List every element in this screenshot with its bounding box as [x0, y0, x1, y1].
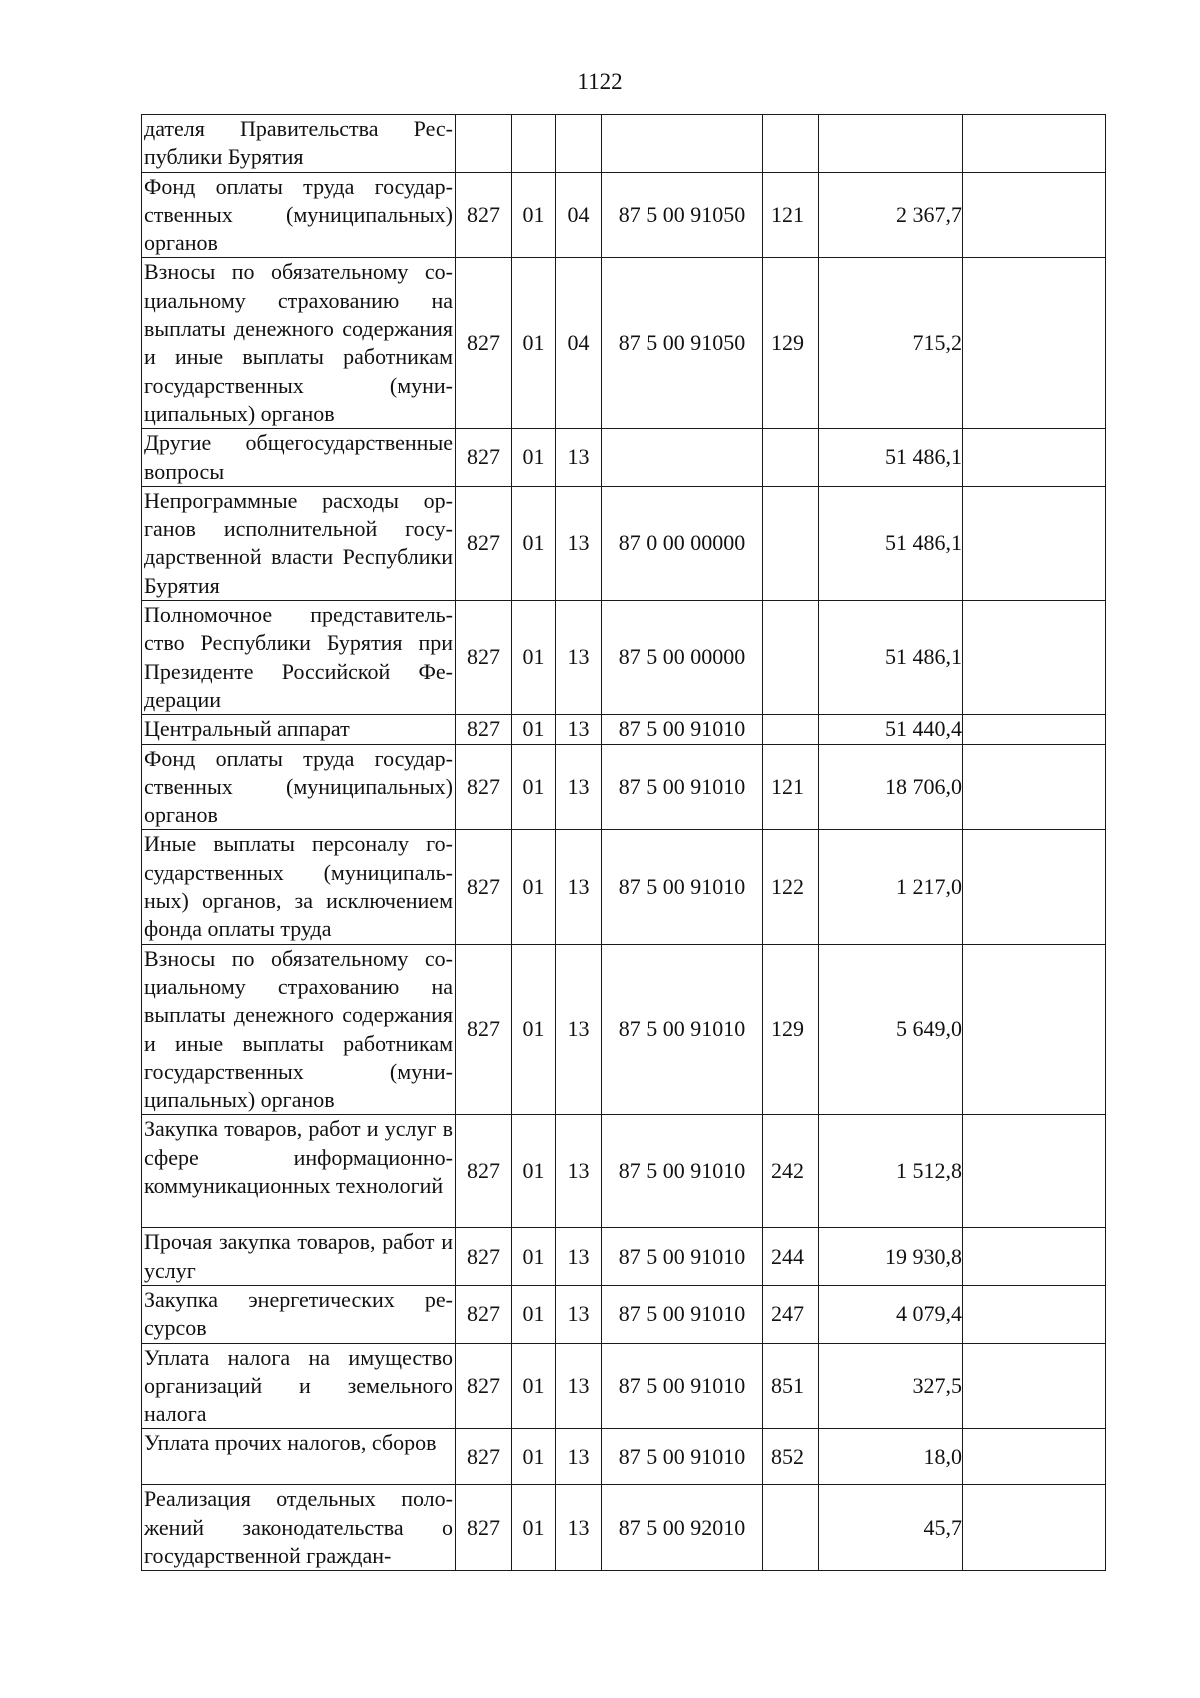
- table-row: [142, 715, 1106, 744]
- cell-extra: [963, 115, 1106, 173]
- cell-extra: [963, 601, 1106, 715]
- cell-name: Прочая закупка товаров, работ и услуг: [142, 1228, 456, 1286]
- cell-expense-type: 852: [763, 1429, 819, 1485]
- cell-target-article: 87 5 00 91010: [602, 1115, 763, 1228]
- cell-target-article: 87 5 00 91010: [602, 1429, 763, 1485]
- cell-amount: 51 486,1: [819, 601, 963, 715]
- cell-admin-code: 827: [456, 172, 512, 258]
- cell-subsection: 13: [556, 944, 602, 1115]
- cell-subsection: 13: [556, 1228, 602, 1286]
- cell-target-article: 87 5 00 91010: [602, 1343, 763, 1429]
- cell-amount: 18,0: [819, 1429, 963, 1485]
- cell-admin-code: 827: [456, 429, 512, 487]
- table-row: [142, 1115, 1106, 1228]
- cell-target-article: 87 5 00 91010: [602, 744, 763, 830]
- cell-name: Закупка товаров, работ и услуг в сфере информационно-коммуникационных технологий: [142, 1115, 456, 1228]
- cell-extra: [963, 429, 1106, 487]
- cell-name: Центральный аппарат: [142, 715, 456, 744]
- cell-name: Другие общегосударственные вопросы: [142, 429, 456, 487]
- cell-amount: 45,7: [819, 1485, 963, 1571]
- page-number: 1122: [577, 69, 623, 94]
- cell-section: 01: [512, 1228, 556, 1286]
- cell-amount: 2 367,7: [819, 172, 963, 258]
- cell-amount: 715,2: [819, 258, 963, 429]
- cell-admin-code: 827: [456, 830, 512, 944]
- cell-expense-type: [763, 115, 819, 173]
- table-row: [142, 744, 1106, 830]
- cell-expense-type: [763, 429, 819, 487]
- cell-subsection: 13: [556, 486, 602, 600]
- cell-section: 01: [512, 715, 556, 744]
- cell-section: 01: [512, 1429, 556, 1485]
- cell-expense-type: 242: [763, 1115, 819, 1228]
- cell-subsection: 13: [556, 1429, 602, 1485]
- cell-subsection: 13: [556, 744, 602, 830]
- cell-name: Полномочное представительство Республики Бурятия при Президенте Российской Федерации: [142, 601, 456, 715]
- cell-target-article: 87 5 00 91010: [602, 830, 763, 944]
- cell-name: Взносы по обязательному социальному страхованию на выплаты денежного содержания и иные выплаты работникам государственных (муниципальных) органов: [142, 944, 456, 1115]
- cell-expense-type: 121: [763, 744, 819, 830]
- cell-amount: 4 079,4: [819, 1285, 963, 1343]
- cell-admin-code: 827: [456, 1285, 512, 1343]
- cell-amount: 51 440,4: [819, 715, 963, 744]
- cell-admin-code: [456, 115, 512, 173]
- cell-subsection: 13: [556, 1285, 602, 1343]
- cell-admin-code: 827: [456, 1485, 512, 1571]
- cell-subsection: 13: [556, 830, 602, 944]
- cell-name: Фонд оплаты труда государственных (муниципальных) органов: [142, 172, 456, 258]
- cell-extra: [963, 486, 1106, 600]
- cell-section: 01: [512, 1115, 556, 1228]
- table-row: [142, 944, 1106, 1115]
- table-row: [142, 172, 1106, 258]
- cell-admin-code: 827: [456, 1115, 512, 1228]
- cell-target-article: 87 0 00 00000: [602, 486, 763, 600]
- cell-section: [512, 115, 556, 173]
- table-row: [142, 258, 1106, 429]
- cell-subsection: 13: [556, 429, 602, 487]
- cell-section: 01: [512, 601, 556, 715]
- cell-subsection: 13: [556, 1115, 602, 1228]
- cell-admin-code: 827: [456, 1429, 512, 1485]
- cell-target-article: 87 5 00 91050: [602, 172, 763, 258]
- cell-subsection: 13: [556, 715, 602, 744]
- cell-expense-type: 247: [763, 1285, 819, 1343]
- cell-subsection: [556, 115, 602, 173]
- cell-extra: [963, 258, 1106, 429]
- table-row: [142, 1343, 1106, 1429]
- cell-target-article: 87 5 00 91010: [602, 1285, 763, 1343]
- table-row: [142, 1429, 1106, 1485]
- cell-target-article: 87 5 00 91010: [602, 944, 763, 1115]
- cell-expense-type: [763, 486, 819, 600]
- cell-amount: 51 486,1: [819, 429, 963, 487]
- cell-section: 01: [512, 486, 556, 600]
- table-row: [142, 115, 1106, 173]
- cell-name: Фонд оплаты труда государственных (муниципальных) органов: [142, 744, 456, 830]
- cell-section: 01: [512, 744, 556, 830]
- cell-expense-type: 122: [763, 830, 819, 944]
- cell-extra: [963, 1228, 1106, 1286]
- cell-section: 01: [512, 1485, 556, 1571]
- cell-admin-code: 827: [456, 1343, 512, 1429]
- table-row: [142, 601, 1106, 715]
- cell-target-article: 87 5 00 91050: [602, 258, 763, 429]
- cell-extra: [963, 1285, 1106, 1343]
- cell-amount: [819, 115, 963, 173]
- cell-name: дателя Правительства Республики Бурятия: [142, 115, 456, 173]
- cell-expense-type: 129: [763, 944, 819, 1115]
- cell-subsection: 13: [556, 1343, 602, 1429]
- cell-target-article: [602, 115, 763, 173]
- cell-target-article: 87 5 00 91010: [602, 1228, 763, 1286]
- cell-amount: 1 512,8: [819, 1115, 963, 1228]
- cell-amount: 19 930,8: [819, 1228, 963, 1286]
- cell-section: 01: [512, 429, 556, 487]
- budget-table: [141, 114, 1106, 1571]
- cell-target-article: 87 5 00 92010: [602, 1485, 763, 1571]
- cell-expense-type: [763, 715, 819, 744]
- table-row: [142, 830, 1106, 944]
- cell-extra: [963, 830, 1106, 944]
- cell-name: Закупка энергетических ресурсов: [142, 1285, 456, 1343]
- cell-name: Непрограммные расходы органов исполнительной государственной власти Республики Бурятия: [142, 486, 456, 600]
- cell-extra: [963, 1485, 1106, 1571]
- cell-extra: [963, 944, 1106, 1115]
- cell-admin-code: 827: [456, 944, 512, 1115]
- cell-extra: [963, 1343, 1106, 1429]
- cell-expense-type: 851: [763, 1343, 819, 1429]
- table-row: [142, 429, 1106, 487]
- cell-expense-type: 129: [763, 258, 819, 429]
- budget-table-body: [142, 115, 1106, 1571]
- cell-amount: 1 217,0: [819, 830, 963, 944]
- cell-admin-code: 827: [456, 1228, 512, 1286]
- cell-name: Иные выплаты персоналу государственных (муниципальных) органов, за исключением фонда оплаты труда: [142, 830, 456, 944]
- cell-admin-code: 827: [456, 486, 512, 600]
- cell-subsection: 04: [556, 172, 602, 258]
- table-row: [142, 1485, 1106, 1571]
- cell-subsection: 13: [556, 1485, 602, 1571]
- cell-extra: [963, 744, 1106, 830]
- cell-admin-code: 827: [456, 601, 512, 715]
- table-row: [142, 1285, 1106, 1343]
- cell-admin-code: 827: [456, 258, 512, 429]
- cell-expense-type: [763, 1485, 819, 1571]
- cell-section: 01: [512, 830, 556, 944]
- cell-section: 01: [512, 1343, 556, 1429]
- table-row: [142, 486, 1106, 600]
- cell-name: Взносы по обязательному социальному страхованию на выплаты денежного содержания и иные выплаты работникам государственных (муниципальных) органов: [142, 258, 456, 429]
- cell-target-article: 87 5 00 91010: [602, 715, 763, 744]
- cell-amount: 5 649,0: [819, 944, 963, 1115]
- cell-expense-type: 244: [763, 1228, 819, 1286]
- cell-name: Реализация отдельных положений законодательства о государственной граждан-: [142, 1485, 456, 1571]
- cell-amount: 327,5: [819, 1343, 963, 1429]
- cell-subsection: 04: [556, 258, 602, 429]
- table-row: [142, 1228, 1106, 1286]
- cell-admin-code: 827: [456, 715, 512, 744]
- cell-section: 01: [512, 944, 556, 1115]
- cell-section: 01: [512, 258, 556, 429]
- cell-expense-type: [763, 601, 819, 715]
- cell-admin-code: 827: [456, 744, 512, 830]
- cell-section: 01: [512, 172, 556, 258]
- cell-subsection: 13: [556, 601, 602, 715]
- cell-target-article: [602, 429, 763, 487]
- cell-extra: [963, 1115, 1106, 1228]
- cell-extra: [963, 715, 1106, 744]
- cell-extra: [963, 1429, 1106, 1485]
- cell-expense-type: 121: [763, 172, 819, 258]
- cell-amount: 51 486,1: [819, 486, 963, 600]
- cell-name: Уплата налога на имущество организаций и земельного налога: [142, 1343, 456, 1429]
- cell-amount: 18 706,0: [819, 744, 963, 830]
- cell-target-article: 87 5 00 00000: [602, 601, 763, 715]
- cell-name: Уплата прочих налогов, сборов: [142, 1429, 456, 1485]
- cell-section: 01: [512, 1285, 556, 1343]
- cell-extra: [963, 172, 1106, 258]
